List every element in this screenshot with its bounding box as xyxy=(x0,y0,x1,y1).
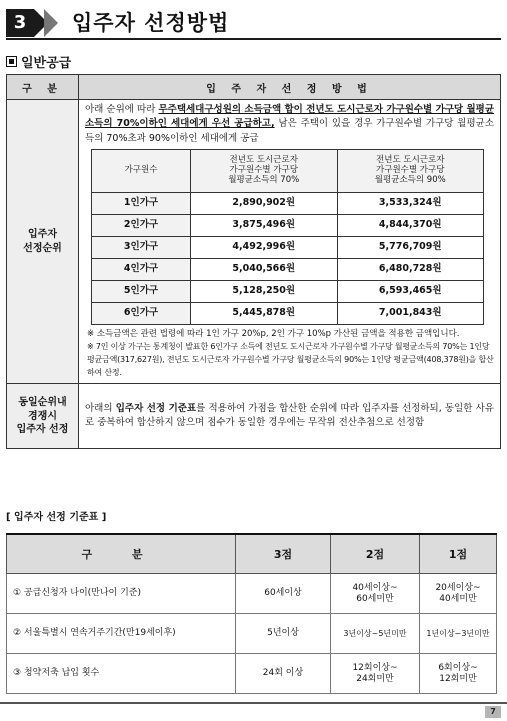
chevron-right-icon xyxy=(44,9,58,37)
income-header-70: 전년도 도시근로자 가구원수별 가구당 월평균소득의 70% xyxy=(191,149,338,192)
table-row: 4인가구 5,040,566원 6,480,728원 xyxy=(92,258,484,280)
table-row: ① 공급신청자 나이(만나이 기준) 60세이상 40세이상~ 60세미만 20세이상~ 40세미만 xyxy=(7,574,497,614)
criteria-header-1pt: 1점 xyxy=(420,534,497,574)
note-large-household: ※ 7인 이상 가구는 통계청이 발표한 6인가구 소득에 전년도 도시근로자 가구원수별 가구당 월평균소득의 70%는 1인당 평균금액(317,627원), 전년도 도시근로자 가구원수별 가구당 월평균소득의 90%는 1인당 평균금액(408,378원)을 합산하여 산정. xyxy=(87,341,494,377)
table-row: 6인가구 5,445,878원 7,001,843원 xyxy=(92,302,484,324)
row-label-priority: 입주자 선정순위 xyxy=(7,100,79,384)
table-header-row xyxy=(7,75,501,100)
table-row: 3인가구 4,492,996원 5,776,709원 xyxy=(92,236,484,258)
table-row xyxy=(7,100,501,384)
table-row: 2인가구 3,875,496원 4,844,370원 xyxy=(92,214,484,236)
table-row: 5인가구 5,128,250원 6,593,465원 xyxy=(92,280,484,302)
header-category: 구 분 xyxy=(7,75,79,100)
table-row: ② 서울특별시 연속거주기간(만19세이후) 5년이상 3년이상~5년미만 1년이상~3년미만 xyxy=(7,614,497,654)
criteria-header-3pt: 3점 xyxy=(236,534,331,574)
table-row: ③ 청약저축 납입 횟수 24회 이상 12회이상~ 24회미만 6회이상~ 12회미만 xyxy=(7,654,497,694)
section-header xyxy=(6,6,501,40)
income-header-household: 가구원수 xyxy=(92,149,191,192)
square-bullet-icon xyxy=(6,56,17,67)
criteria-title: [ 입주자 선정 기준표 ] xyxy=(6,512,107,523)
section-number: 3 xyxy=(6,9,34,37)
subsection-title: 일반공급 xyxy=(21,56,72,71)
note-income: ※ 소득금액은 관련 법령에 따라 1인 가구 20%p, 2인 가구 10%p 가산된 금액을 적용한 금액입니다. xyxy=(87,328,460,339)
section-title: 입주자 선정방법 xyxy=(72,11,230,35)
criteria-table xyxy=(6,533,497,694)
criteria-header-row xyxy=(7,534,497,574)
criteria-header-2pt: 2점 xyxy=(331,534,420,574)
subsection-heading xyxy=(6,52,71,71)
table-row: 1인가구 2,890,902원 3,533,324원 xyxy=(92,192,484,214)
income-header-90: 전년도 도시근로자 가구원수별 가구당 월평균소득의 90% xyxy=(337,149,484,192)
footer-divider xyxy=(0,702,507,704)
header-divider xyxy=(6,38,501,40)
selection-method-table xyxy=(6,74,501,449)
row-label-tiebreak: 동일순위내 경쟁시 입주자 선정 xyxy=(7,384,79,449)
table-row xyxy=(7,384,501,449)
income-table xyxy=(91,149,484,325)
page-number: 7 xyxy=(485,706,501,718)
priority-content xyxy=(79,100,501,384)
tiebreak-content: 아래의 입주자 선정 기준표를 적용하여 가점을 합산한 순위에 따라 입주자를 선정하되, 동일한 사유로 중복하여 합산하지 않으며 점수가 동일한 경우에는 무작위 전산추첨으로 선정함 xyxy=(79,384,501,449)
priority-intro: 아래 순위에 따라 무주택세대구성원의 소득금액 합이 전년도 도시근로자 가구원수별 가구당 월평균소득의 70%이하인 세대에게 우선 공급하고, 남은 주택이 있을 경우 가구원수별 가구당 월평균소득의 70%초과 90%이하인 세대에게 공급 xyxy=(85,104,495,144)
header-method: 입 주 자 선 정 방 법 xyxy=(79,75,501,100)
criteria-header-item: 구 분 xyxy=(7,534,236,574)
income-header-row xyxy=(92,149,484,192)
